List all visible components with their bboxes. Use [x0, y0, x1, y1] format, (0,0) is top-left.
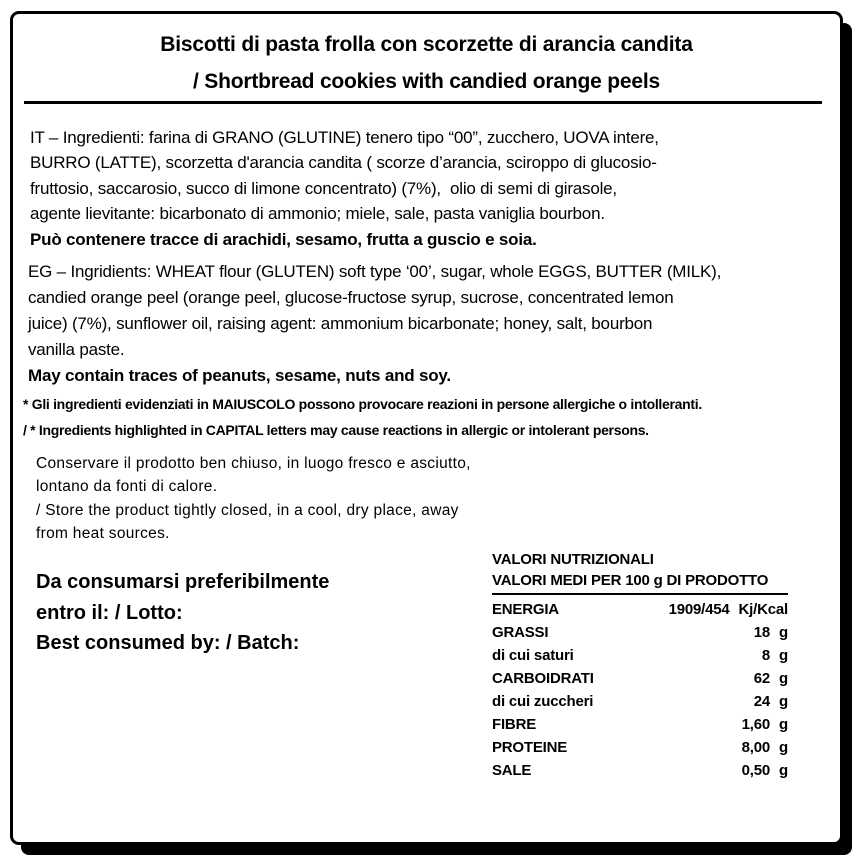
nutrition-row-sugars — [492, 690, 788, 713]
nutrition-row-unit: g — [779, 762, 788, 779]
nutrition-row-value: 1,60 — [741, 716, 771, 733]
nutrition-row-value: 8 — [761, 647, 771, 664]
allergen-notes — [23, 392, 702, 443]
nutrition-row-unit: g — [779, 647, 788, 664]
nutrition-row-energy — [492, 598, 788, 621]
product-label — [10, 11, 843, 845]
nutrition-row-carbohydrates — [492, 667, 788, 690]
ingredients-it — [30, 125, 659, 252]
allergen-warning-it: Può contenere tracce di arachidi, sesamo, frutta a guscio e soia. — [30, 229, 537, 249]
allergen-warning-en: May contain traces of peanuts, sesame, nuts and soy. — [28, 366, 451, 385]
product-title — [13, 26, 840, 100]
nutrition-row-fat — [492, 621, 788, 644]
nutrition-row-salt — [492, 759, 788, 782]
storage-line: lontano da fonti di calore. — [36, 478, 218, 496]
ingredients-it-line: BURRO (LATTE), scorzetta d'arancia candita ( scorze d’arancia, sciroppo di glucosio- — [30, 153, 657, 173]
ingredients-en-line: juice) (7%), sunflower oil, raising agent: ammonium bicarbonate; honey, salt, bourbon — [28, 314, 653, 333]
storage-line: from heat sources. — [36, 525, 170, 543]
allergen-note-it: * Gli ingredienti evidenziati in MAIUSCOLO possono provocare reazioni in persone allergiche o intolleranti. — [23, 396, 702, 412]
nutrition-row-label: di cui saturi — [492, 647, 574, 664]
best-by-line: Best consumed by: / Batch: — [36, 632, 300, 655]
nutrition-row-unit: g — [779, 670, 788, 687]
nutrition-row-unit: g — [779, 739, 788, 756]
ingredients-en-line: vanilla paste. — [28, 340, 125, 359]
nutrition-row-label: GRASSI — [492, 624, 549, 641]
nutrition-row-value: 62 — [753, 670, 771, 687]
title-divider — [24, 101, 822, 104]
ingredients-en — [28, 259, 721, 389]
ingredients-it-line: agente lievitante: bicarbonato di ammonio; miele, sale, pasta vaniglia bourbon. — [30, 204, 605, 224]
nutrition-row-protein — [492, 736, 788, 759]
best-by-block — [36, 567, 329, 659]
allergen-note-en: / * Ingredients highlighted in CAPITAL letters may cause reactions in allergic or intolerant persons. — [23, 421, 649, 438]
ingredients-it-line: fruttosio, saccarosio, succo di limone concentrato) (7%), olio di semi di girasole, — [30, 178, 617, 198]
ingredients-en-line: EG – Ingridients: WHEAT flour (GLUTEN) soft type ‘00’, sugar, whole EGGS, BUTTER (MILK), — [28, 262, 722, 281]
product-title-line-en: / Shortbread cookies with candied orange peels — [193, 70, 660, 93]
nutrition-row-label: SALE — [492, 762, 532, 779]
nutrition-title: VALORI NUTRIZIONALI — [492, 551, 654, 568]
nutrition-row-saturates — [492, 644, 788, 667]
nutrition-table — [492, 548, 788, 782]
nutrition-row-label: di cui zuccheri — [492, 693, 594, 710]
nutrition-row-unit: g — [779, 716, 788, 733]
nutrition-row-value: 8,00 — [741, 739, 771, 756]
nutrition-row-label: CARBOIDRATI — [492, 670, 594, 687]
nutrition-row-unit: Kj/Kcal — [738, 601, 788, 618]
storage-line: / Store the product tightly closed, in a cool, dry place, away — [36, 501, 459, 519]
nutrition-row-fibre — [492, 713, 788, 736]
nutrition-row-unit: g — [779, 624, 788, 641]
nutrition-row-label: ENERGIA — [492, 601, 559, 618]
nutrition-subtitle: VALORI MEDI PER 100 g DI PRODOTTO — [492, 571, 788, 595]
best-by-line: entro il: / Lotto: — [36, 601, 183, 624]
nutrition-row-label: FIBRE — [492, 716, 537, 733]
storage-instructions — [36, 452, 471, 546]
ingredients-en-line: candied orange peel (orange peel, glucose-fructose syrup, sucrose, concentrated lemon — [28, 288, 674, 307]
storage-line: Conservare il prodotto ben chiuso, in luogo fresco e asciutto, — [36, 455, 471, 472]
nutrition-row-value: 1909/454 — [668, 601, 730, 618]
product-title-line-it: Biscotti di pasta frolla con scorzette di arancia candita — [160, 33, 693, 56]
nutrition-row-value: 24 — [753, 693, 771, 710]
nutrition-row-value: 18 — [753, 624, 771, 641]
best-by-line: Da consumarsi preferibilmente — [36, 571, 330, 593]
nutrition-row-label: PROTEINE — [492, 739, 568, 756]
ingredients-it-line: IT – Ingredienti: farina di GRANO (GLUTINE) tenero tipo “00”, zucchero, UOVA intere, — [30, 128, 659, 147]
nutrition-row-value: 0,50 — [741, 762, 771, 779]
nutrition-row-unit: g — [779, 693, 788, 710]
